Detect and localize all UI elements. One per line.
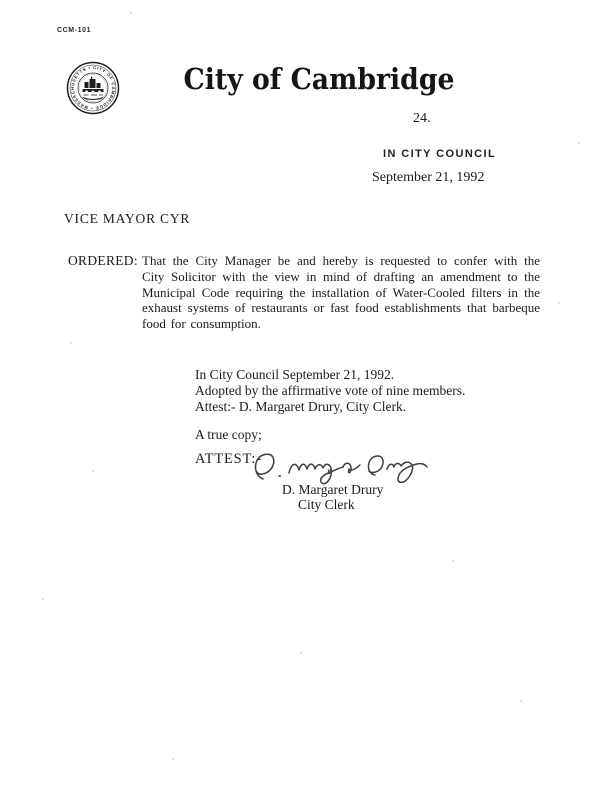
true-copy-line: A true copy; xyxy=(195,427,262,442)
order-block xyxy=(68,253,540,332)
scan-noise-speck xyxy=(70,342,72,344)
page-title: City of Cambridge xyxy=(183,62,455,96)
council-date: September 21, 1992 xyxy=(372,170,485,185)
adoption-line: Attest:- D. Margaret Drury, City Clerk. xyxy=(195,399,407,414)
council-heading: IN CITY COUNCIL xyxy=(383,148,497,160)
seal-ring-text: CITY OF CAMBRIDGE • MASSACHUSETTS • xyxy=(69,64,117,112)
order-number: 24. xyxy=(413,111,431,126)
scan-noise-speck xyxy=(172,758,174,760)
scan-noise-speck xyxy=(300,652,302,654)
signature-name: D. Margaret Drury xyxy=(282,482,384,497)
scan-noise-speck xyxy=(130,12,132,14)
scan-noise-speck xyxy=(42,598,44,600)
adoption-block xyxy=(195,367,465,415)
sponsor-line: VICE MAYOR CYR xyxy=(64,211,191,226)
scan-noise-speck xyxy=(520,700,522,702)
order-text: That the City Manager be and hereby is requested to confer with the City Solicitor with the view in mind of drafting an amendment to the Municipal Code requiring the installation of Water-Cooled filters in the exhaust systems of restaurants or fast food establishments that barbeque food for consumption. xyxy=(142,253,540,332)
order-label: ORDERED: xyxy=(68,253,138,268)
city-seal-icon xyxy=(66,61,120,115)
scan-noise-speck xyxy=(452,560,454,562)
attest-label: ATTEST:- xyxy=(195,451,262,467)
scan-noise-speck xyxy=(578,142,580,144)
scan-noise-speck xyxy=(92,470,94,472)
adoption-line: Adopted by the affirmative vote of nine members. xyxy=(195,383,466,398)
form-code-text: CCM-101 xyxy=(57,27,92,34)
signature-title: City Clerk xyxy=(298,497,355,512)
scan-noise-speck xyxy=(558,302,560,304)
adoption-line: In City Council September 21, 1992. xyxy=(195,367,395,382)
seal-center-scene xyxy=(83,77,104,100)
